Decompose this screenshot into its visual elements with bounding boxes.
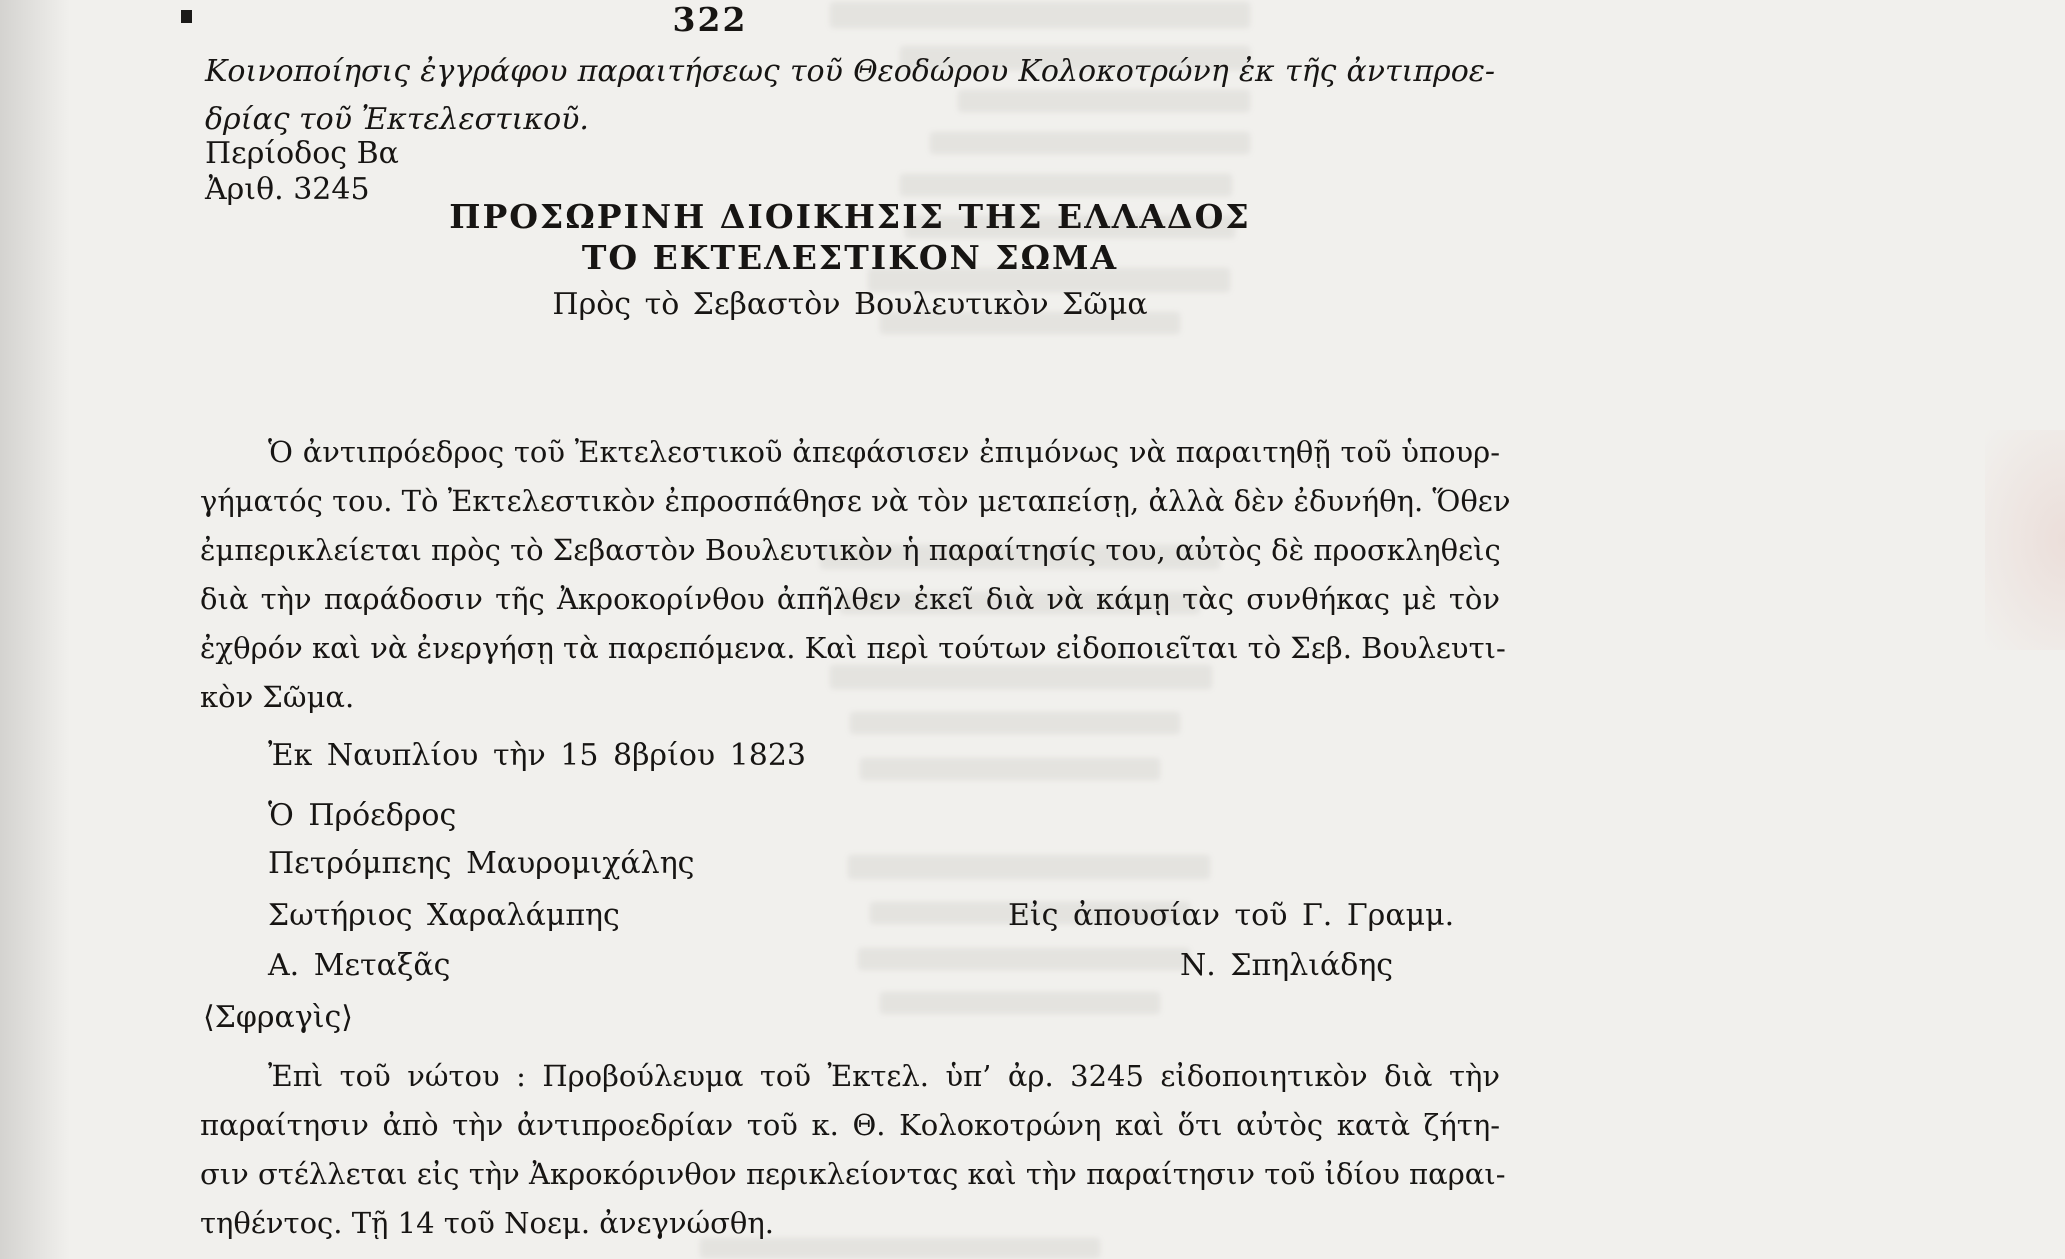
reference-number: Ἀριθ. 3245 bbox=[205, 172, 370, 207]
bleed-through-ghost-line bbox=[880, 992, 1160, 1014]
letterhead-subtitle: ΤΟ ΕΚΤΕΛΕΣΤΙΚΟΝ ΣΩΜΑ bbox=[581, 238, 1119, 277]
secretary-name: Ν. Σπηλιάδης bbox=[1180, 948, 1394, 983]
bleed-through-ghost-line bbox=[860, 758, 1160, 780]
bleed-through-ghost-line bbox=[830, 2, 1250, 28]
letterhead-title: ΠΡΟΣΩΡΙΝΗ ΔΙΟΙΚΗΣΙΣ ΤΗΣ ΕΛΛΑΔΟΣ bbox=[449, 197, 1251, 236]
scan-color-bleed bbox=[1985, 430, 2065, 650]
body-line: κὸν Σῶμα. bbox=[200, 680, 355, 714]
addressee-line: Πρὸς τὸ Σεβαστὸν Βουλευτικὸν Σῶμα bbox=[552, 287, 1148, 322]
page-number: 322 bbox=[672, 0, 748, 39]
reference-period: Περίοδος Βα bbox=[205, 136, 399, 171]
body-line: ἐμπερικλείεται πρὸς τὸ Σεβαστὸν Βουλευτικὸν ἡ παραίτησίς του, αὐτὸς δὲ προσκληθεὶς bbox=[200, 533, 1501, 567]
verso-line: τηθέντος. Τῇ 14 τοῦ Νοεμ. ἀνεγνώσθη. bbox=[200, 1206, 774, 1240]
body-line: Ὁ ἀντιπρόεδρος τοῦ Ἐκτελεστικοῦ ἀπεφάσισεν ἐπιμόνως νὰ παραιτηθῇ τοῦ ὑπουρ- bbox=[268, 435, 1500, 469]
summary-heading-line-2: δρίας τοῦ Ἐκτελεστικοῦ. bbox=[205, 102, 589, 137]
body-line: διὰ τὴν παράδοσιν τῆς Ἀκροκορίνθου ἀπῆλθεν ἐκεῖ διὰ νὰ κάμῃ τὰς συνθήκας μὲ τὸν bbox=[200, 582, 1500, 616]
verso-paragraph bbox=[200, 1052, 1506, 1248]
bleed-through-ghost-line bbox=[900, 174, 1232, 196]
body-line: γήματός του. Τὸ Ἐκτελεστικὸν ἐπροσπάθησε νὰ τὸν μεταπείσῃ, ἀλλὰ δὲν ἐδυνήθη. Ὅθεν bbox=[200, 484, 1511, 518]
body-paragraph bbox=[200, 428, 1511, 722]
bleed-through-ghost-line bbox=[848, 855, 1210, 879]
body-line: ἐχθρόν καὶ νὰ ἐνεργήσῃ τὰ παρεπόμενα. Καὶ περὶ τούτων εἰδοποιεῖται τὸ Σεβ. Βουλευτι- bbox=[200, 631, 1506, 665]
seal-note: ⟨Σφραγὶς⟩ bbox=[203, 1000, 354, 1035]
bleed-through-ghost-line bbox=[858, 948, 1190, 970]
president-name: Πετρόμπεης Μαυρομιχάλης bbox=[268, 846, 695, 881]
scan-edge-shadow bbox=[0, 0, 70, 1259]
verso-line: σιν στέλλεται εἰς τὴν Ἀκροκόρινθον περικλείοντας καὶ τὴν παραίτησιν τοῦ ἰδίου παραι- bbox=[200, 1157, 1506, 1191]
summary-heading-line-1: Κοινοποίησις ἐγγράφου παραιτήσεως τοῦ Θεοδώρου Κολοκοτρώνη ἐκ τῆς ἀντιπροε- bbox=[205, 54, 1495, 89]
secretary-absence-note: Εἰς ἀπουσίαν τοῦ Γ. Γραμμ. bbox=[1008, 898, 1455, 933]
president-label: Ὁ Πρόεδρος bbox=[268, 798, 457, 833]
scan-speck bbox=[181, 10, 192, 23]
dateline: Ἐκ Ναυπλίου τὴν 15 8βρίου 1823 bbox=[268, 738, 807, 773]
signatory-member-1: Σωτήριος Χαραλάμπης bbox=[268, 898, 620, 933]
verso-line: Ἐπὶ τοῦ νώτου : Προβούλευμα τοῦ Ἐκτελ. ὑπ’ ἀρ. 3245 εἰδοποιητικὸν διὰ τὴν bbox=[268, 1059, 1500, 1093]
signatory-member-2: Α. Μεταξᾶς bbox=[268, 948, 451, 983]
verso-line: παραίτησιν ἀπὸ τὴν ἀντιπροεδρίαν τοῦ κ. Θ. Κολοκοτρώνη καὶ ὅτι αὐτὸς κατὰ ζήτη- bbox=[200, 1108, 1500, 1142]
